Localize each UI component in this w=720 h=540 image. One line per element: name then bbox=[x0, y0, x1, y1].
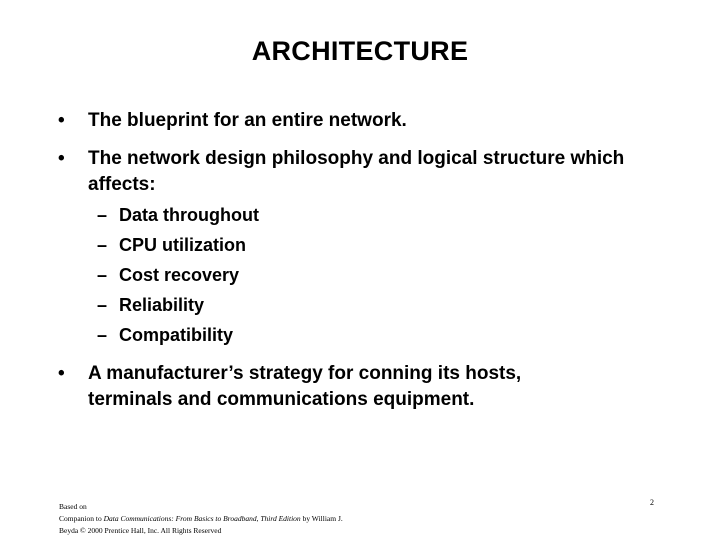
page-number: 2 bbox=[650, 498, 654, 507]
bullet-text: A manufacturer’s strategy for conning its hosts, terminals and communications equipment. bbox=[88, 363, 522, 410]
dash-icon: – bbox=[97, 265, 108, 285]
bullet-icon: • bbox=[58, 110, 65, 131]
bullet-icon: • bbox=[58, 363, 65, 384]
sub-item-text: Cost recovery bbox=[119, 265, 240, 285]
dash-icon: – bbox=[97, 295, 108, 315]
footer-line-2 bbox=[59, 513, 343, 525]
bullet-icon: • bbox=[58, 148, 65, 169]
bullet-text: The blueprint for an entire network. bbox=[88, 110, 407, 131]
footer-citation bbox=[59, 501, 343, 537]
footer-line-1: Based on bbox=[59, 502, 87, 511]
sub-item-text: Data throughout bbox=[119, 205, 259, 225]
footer-line-3: Beyda © 2000 Prentice Hall, Inc. All Rights Reserved bbox=[59, 526, 222, 535]
footer-prefix: Companion to bbox=[59, 514, 104, 523]
dash-icon: – bbox=[97, 235, 108, 255]
dash-icon: – bbox=[97, 325, 108, 345]
footer-suffix: by William J. bbox=[300, 514, 343, 523]
sub-item-text: Reliability bbox=[119, 295, 205, 315]
dash-icon: – bbox=[97, 205, 108, 225]
slide-title: ARCHITECTURE bbox=[251, 36, 469, 66]
sub-item-text: Compatibility bbox=[119, 325, 234, 345]
footer-book-title: Data Communications: From Basics to Broadband, Third Edition bbox=[103, 514, 301, 523]
sub-item-text: CPU utilization bbox=[119, 235, 246, 255]
bullet-text: The network design philosophy and logical structure which affects: bbox=[88, 148, 625, 195]
